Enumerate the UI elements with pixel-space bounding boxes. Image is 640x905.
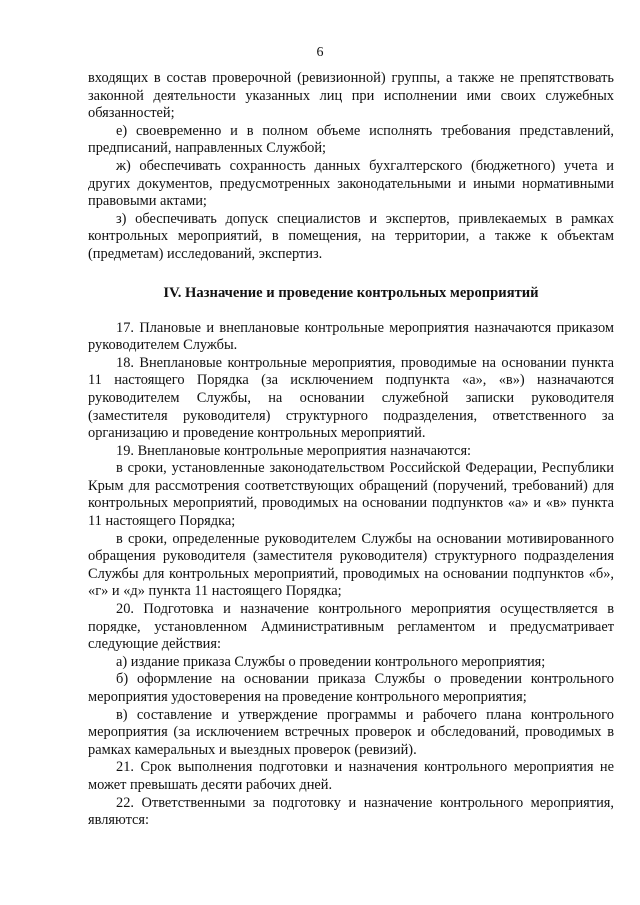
section-heading: IV. Назначение и проведение контрольных мероприятий [163, 284, 539, 301]
paragraph-20: 20. Подготовка и назначение контрольного мероприятия осуществляется в порядке, установленном Административным регламентом и предусматривает следующие действия: [88, 601, 614, 653]
paragraph-20-b: б) оформление на основании приказа Службы о проведении контрольного мероприятия удостоверения на проведение контрольного мероприятия; [88, 671, 614, 705]
paragraph-item-z: з) обеспечивать допуск специалистов и экспертов, привлекаемых в рамках контрольных мероприятий, в помещения, на территории, а также к объектам (предметам) исследований, экспертиз. [88, 210, 614, 262]
paragraph-19-term-2: в сроки, определенные руководителем Службы на основании мотивированного обращения руководителя (заместителя руководителя) структурного подразделения Службы для контрольных мероприятий, проводимых на основании подпунктов «б», «г» и «д» пункта 11 настоящего Порядка; [88, 530, 614, 600]
paragraph-22: 22. Ответственными за подготовку и назначение контрольного мероприятия, являются: [88, 794, 614, 829]
paragraph-21: 21. Срок выполнения подготовки и назначения контрольного мероприятия не может превышать десяти рабочих дней. [88, 759, 614, 793]
paragraph-item-e: е) своевременно и в полном объеме исполнять требования представлений, предписаний, направленных Службой; [88, 122, 614, 157]
paragraph-20-v: в) составление и утверждение программы и рабочего плана контрольного мероприятия (за исключением встречных проверок и обследований, проводимых в рамках камеральных и выездных проверок (ревизий). [88, 706, 614, 758]
paragraph-17: 17. Плановые и внеплановые контрольные мероприятия назначаются приказом руководителем Службы. [88, 319, 614, 354]
paragraph-19-term-1: в сроки, установленные законодательством Российской Федерации, Республики Крым для рассмотрения соответствующих обращений (поручений, требований) для контрольных мероприятий, проводимых на основании подпунктов «а» и «в» пункта 11 настоящего Порядка; [88, 460, 614, 530]
document-body [88, 70, 614, 830]
paragraph-continuation: входящих в состав проверочной (ревизионной) группы, а также не препятствовать законной деятельности указанных лиц при исполнении ими своих служебных обязанностей; [88, 70, 614, 122]
paragraph-19: 19. Внеплановые контрольные мероприятия назначаются: [116, 442, 472, 459]
paragraph-18: 18. Внеплановые контрольные мероприятия, проводимые на основании пункта 11 настоящего Порядка (за исключением подпункта «а», «в») назначаются руководителем Службы, на основании служебной записки руководителя (заместителя руководителя) структурного подразделения, ответственного за организацию и проведение контрольных мероприятий. [88, 354, 614, 442]
paragraph-20-a: а) издание приказа Службы о проведении контрольного мероприятия; [116, 653, 546, 670]
page-number: 6 [316, 45, 324, 60]
paragraph-item-zh: ж) обеспечивать сохранность данных бухгалтерского (бюджетного) учета и других документов, предусмотренных законодательными и иными нормативными правовыми актами; [88, 157, 614, 210]
